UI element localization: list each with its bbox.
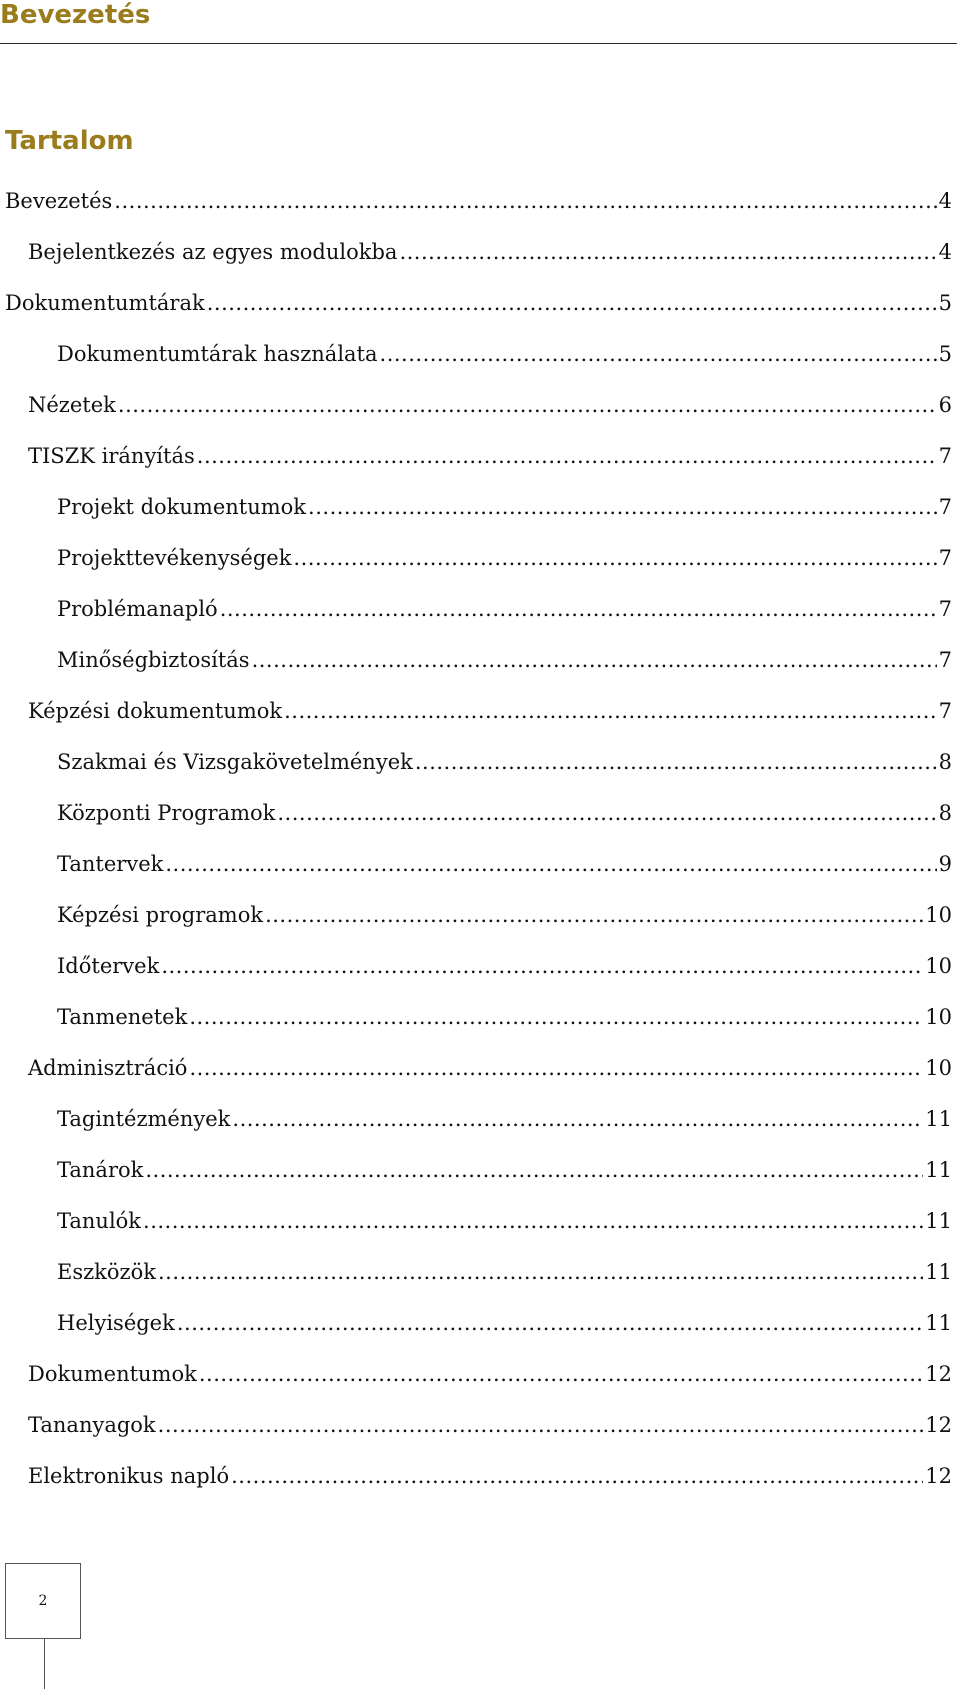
toc-entry[interactable] — [0, 336, 952, 387]
toc-entry-title: Tananyagok — [28, 1413, 156, 1437]
toc-entry-page: 11 — [925, 1311, 952, 1335]
toc-entry[interactable] — [0, 1152, 952, 1203]
toc-entry-page: 8 — [938, 801, 952, 825]
toc-entry-title: Tantervek — [57, 852, 164, 876]
toc-dot-leader — [158, 1254, 923, 1290]
toc-entry[interactable] — [0, 1305, 952, 1356]
toc-entry-page: 11 — [925, 1209, 952, 1233]
toc-entry-title: Problémanapló — [57, 597, 218, 621]
toc-entry[interactable] — [0, 1458, 952, 1509]
toc-entry-page: 7 — [938, 495, 952, 519]
toc-entry-title: Tanulók — [57, 1209, 142, 1233]
toc-dot-leader — [277, 795, 936, 831]
toc-entry-page: 5 — [938, 291, 952, 315]
toc-entry-page: 11 — [925, 1260, 952, 1284]
toc-entry-title: Helyiségek — [57, 1311, 175, 1335]
toc-entry[interactable] — [0, 642, 952, 693]
toc-entry[interactable] — [0, 387, 952, 438]
toc-entry-title: Elektronikus napló — [28, 1464, 230, 1488]
toc-entry-title: Tanmenetek — [57, 1005, 188, 1029]
toc-entry-title: Bejelentkezés az egyes modulokba — [28, 240, 398, 264]
toc-dot-leader — [380, 336, 937, 372]
toc-entry-page: 10 — [925, 1005, 952, 1029]
toc-entry-page: 7 — [938, 597, 952, 621]
toc-entry[interactable] — [0, 285, 952, 336]
toc-entry[interactable] — [0, 591, 952, 642]
toc-entry-page: 7 — [938, 648, 952, 672]
toc-entry-title: Dokumentumtárak — [5, 291, 205, 315]
toc-dot-leader — [143, 1203, 923, 1239]
toc-entry-title: Dokumentumok — [28, 1362, 197, 1386]
toc-dot-leader — [161, 948, 923, 984]
toc-entry[interactable] — [0, 1101, 952, 1152]
toc-dot-leader — [189, 999, 923, 1035]
toc-heading: Tartalom — [5, 126, 134, 156]
toc-entry-page: 10 — [925, 954, 952, 978]
toc-entry-title: Dokumentumtárak használata — [57, 342, 378, 366]
toc-entry[interactable] — [0, 693, 952, 744]
toc-entry[interactable] — [0, 846, 952, 897]
toc-entry-page: 4 — [938, 240, 952, 264]
toc-entry-page: 7 — [938, 699, 952, 723]
toc-dot-leader — [189, 1050, 923, 1086]
toc-entry[interactable] — [0, 744, 952, 795]
toc-entry-title: Tagintézmények — [57, 1107, 231, 1131]
toc-entry[interactable] — [0, 1356, 952, 1407]
toc-entry-page: 11 — [925, 1158, 952, 1182]
toc-entry[interactable] — [0, 438, 952, 489]
page-number: 2 — [38, 1593, 48, 1609]
toc-entry[interactable] — [0, 183, 952, 234]
toc-entry[interactable] — [0, 948, 952, 999]
toc-entry[interactable] — [0, 1050, 952, 1101]
toc-entry-page: 4 — [938, 189, 952, 213]
page-number-box — [5, 1563, 81, 1639]
toc-entry-page: 9 — [938, 852, 952, 876]
toc-entry-title: Bevezetés — [5, 189, 113, 213]
toc-dot-leader — [207, 285, 937, 321]
toc-entry-page: 12 — [925, 1362, 952, 1386]
toc-entry[interactable] — [0, 540, 952, 591]
toc-entry-page: 12 — [925, 1464, 952, 1488]
toc-entry[interactable] — [0, 897, 952, 948]
table-of-contents — [0, 183, 952, 1509]
toc-entry-title: Központi Programok — [57, 801, 276, 825]
toc-entry-page: 8 — [938, 750, 952, 774]
toc-dot-leader — [284, 693, 937, 729]
toc-dot-leader — [232, 1101, 923, 1137]
toc-dot-leader — [220, 591, 937, 627]
toc-dot-leader — [415, 744, 937, 780]
header-divider — [0, 43, 957, 44]
toc-entry-title: Projekttevékenységek — [57, 546, 292, 570]
toc-entry-title: Adminisztráció — [28, 1056, 188, 1080]
document-section-title: Bevezetés — [0, 0, 151, 30]
toc-dot-leader — [114, 183, 936, 219]
toc-dot-leader — [252, 642, 937, 678]
toc-entry-page: 6 — [938, 393, 952, 417]
toc-entry[interactable] — [0, 795, 952, 846]
toc-entry-page: 10 — [925, 903, 952, 927]
toc-entry[interactable] — [0, 234, 952, 285]
toc-entry-title: Képzési dokumentumok — [28, 699, 283, 723]
toc-entry-page: 7 — [938, 444, 952, 468]
toc-entry-page: 12 — [925, 1413, 952, 1437]
toc-dot-leader — [145, 1152, 923, 1188]
toc-entry-title: Projekt dokumentumok — [57, 495, 307, 519]
toc-entry-page: 5 — [938, 342, 952, 366]
toc-entry[interactable] — [0, 1254, 952, 1305]
toc-dot-leader — [231, 1458, 923, 1494]
page-number-line — [44, 1639, 45, 1689]
toc-dot-leader — [158, 1407, 924, 1443]
toc-entry-title: Tanárok — [57, 1158, 144, 1182]
toc-dot-leader — [308, 489, 937, 525]
toc-entry-title: Minőségbiztosítás — [57, 648, 250, 672]
toc-entry-title: Eszközök — [57, 1260, 156, 1284]
toc-dot-leader — [118, 387, 937, 423]
toc-entry-page: 7 — [938, 546, 952, 570]
toc-dot-leader — [177, 1305, 923, 1341]
toc-dot-leader — [265, 897, 923, 933]
toc-dot-leader — [293, 540, 936, 576]
toc-entry-title: TISZK irányítás — [28, 444, 195, 468]
toc-entry[interactable] — [0, 1203, 952, 1254]
toc-dot-leader — [399, 234, 936, 270]
toc-entry-title: Időtervek — [57, 954, 160, 978]
toc-entry-title: Nézetek — [28, 393, 116, 417]
toc-entry[interactable] — [0, 1407, 952, 1458]
toc-dot-leader — [165, 846, 936, 882]
toc-entry-page: 10 — [925, 1056, 952, 1080]
toc-entry[interactable] — [0, 489, 952, 540]
toc-entry-title: Képzési programok — [57, 903, 264, 927]
toc-entry[interactable] — [0, 999, 952, 1050]
toc-entry-page: 11 — [925, 1107, 952, 1131]
toc-entry-title: Szakmai és Vizsgakövetelmények — [57, 750, 413, 774]
toc-dot-leader — [197, 438, 937, 474]
toc-dot-leader — [199, 1356, 923, 1392]
